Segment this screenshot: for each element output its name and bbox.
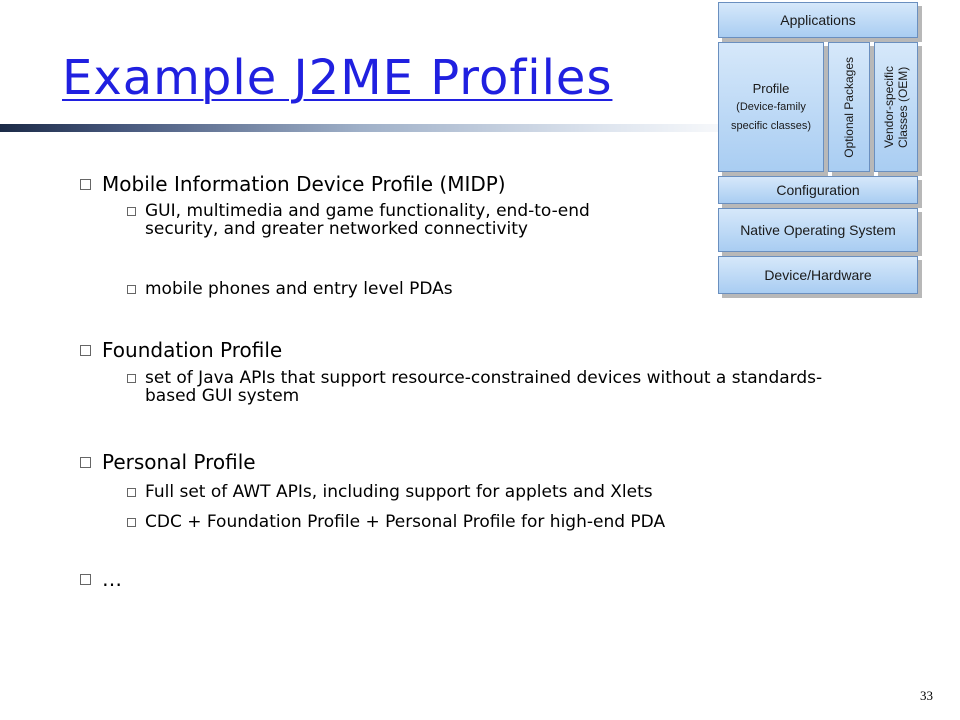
bullet-square-icon <box>80 574 91 585</box>
diagram-profile <box>718 42 824 172</box>
page-number: 33 <box>920 688 933 703</box>
sub-bullet-personal-awt: Full set of AWT APIs, including support for applets and Xlets <box>145 482 653 502</box>
diagram-profile-sub2: specific classes) <box>730 119 812 132</box>
sub-bullet-midp-devices: mobile phones and entry level PDAs <box>145 279 453 299</box>
diagram-profile-title: Profile <box>752 80 790 96</box>
bullet-square-icon <box>80 179 91 190</box>
sub-bullet-personal-cdc: CDC + Foundation Profile + Personal Profile for high-end PDA <box>145 512 666 532</box>
slide-title: Example J2ME Profiles <box>62 50 613 106</box>
j2me-architecture-diagram <box>712 0 928 306</box>
sub-bullet-midp-gui: GUI, multimedia and game functionality, end-to-end security, and greater networked connectivity <box>145 201 590 239</box>
diagram-hardware: Device/Hardware <box>718 256 918 294</box>
sub-bullet-square-icon <box>127 374 136 383</box>
diagram-vendor-line2: Classes (OEM) <box>896 66 910 148</box>
sub-bullet-square-icon <box>127 207 136 216</box>
bullet-foundation: Foundation Profile <box>102 338 283 362</box>
bullet-personal: Personal Profile <box>102 450 256 474</box>
sub-bullet-square-icon <box>127 285 136 294</box>
bullet-square-icon <box>80 457 91 468</box>
diagram-vendor-classes <box>874 42 918 172</box>
diagram-configuration: Configuration <box>718 176 918 204</box>
diagram-vendor-line1: Vendor-specific <box>882 65 896 149</box>
diagram-vendor-label <box>882 66 910 148</box>
bullet-square-icon <box>80 345 91 356</box>
diagram-native-os: Native Operating System <box>718 208 918 252</box>
bullet-ellipsis: … <box>102 567 122 591</box>
diagram-optional-packages <box>828 42 870 172</box>
diagram-profile-sub1: (Device-family <box>736 100 806 113</box>
diagram-optional-packages-label: Optional Packages <box>842 56 856 158</box>
sub-bullet-foundation-apis: set of Java APIs that support resource-constrained devices without a standards-based GUI system <box>145 368 823 406</box>
bullet-midp: Mobile Information Device Profile (MIDP) <box>102 172 506 196</box>
sub-bullet-square-icon <box>127 488 136 497</box>
sub-bullet-square-icon <box>127 518 136 527</box>
diagram-applications: Applications <box>718 2 918 38</box>
